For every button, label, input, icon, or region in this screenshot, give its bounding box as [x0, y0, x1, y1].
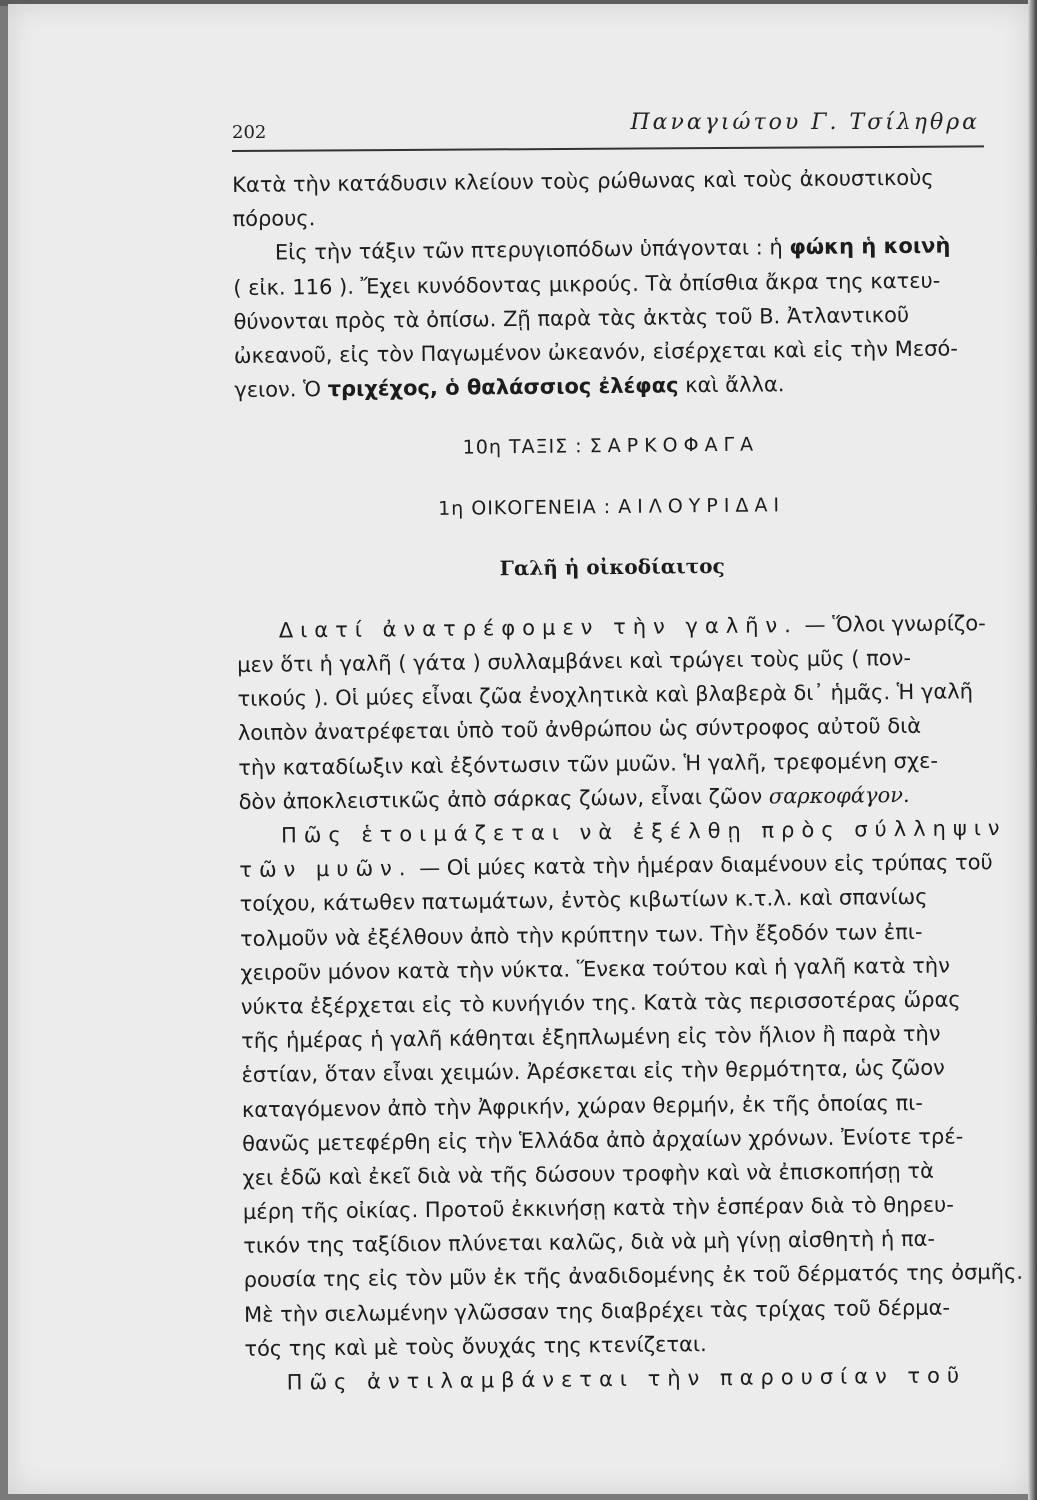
running-head: Παναγιώτου Γ. Τσίληθρα	[630, 110, 980, 135]
section3-heading: Πῶς ἀντιλαμβάνεται τὴν παρουσίαν τοῦ	[286, 1363, 967, 1395]
page-header	[232, 108, 984, 148]
section2-line-7: τῆς ἡμέρας ἡ γαλῆ κάθηται ἐξηπλωμένη εἰς τὸν ἥλιον ἢ παρὰ τὴν	[241, 1021, 941, 1054]
section1-line-5: τὴν καταδίωξιν καὶ ἐξόντωσιν τῶν μυῶν. Ἡ γαλῆ, τρεφομένη σχε-	[238, 748, 939, 780]
section2-line-5: χειροῦν μόνον κατὰ τὴν νύκτα. Ἕνεκα τούτου καὶ ἡ γαλῆ κατὰ τὴν	[240, 953, 951, 985]
intro-line-1: Κατὰ τὴν κατάδυσιν κλείουν τοὺς ρώθωνας καὶ τοὺς ἀκουστικοὺς	[232, 165, 934, 197]
section2-line-16: τός της καὶ μὲ τοὺς ὄνυχάς της κτενίζεται.	[244, 1331, 707, 1361]
section2-line-9: καταγόμενον ἀπὸ τὴν Ἀφρικήν, χώραν θερμήν, ἐκ τῆς ὁποίας πι-	[241, 1090, 923, 1122]
section2-line-12: μέρη τῆς οἰκίας. Προτοῦ ἐκκινήσῃ κατὰ τὴν ἑσπέραν διὰ τὸ θηρευ-	[242, 1192, 954, 1225]
section2-line-11: χει ἐδῶ καὶ ἐκεῖ διὰ νὰ τῆς δώσουν τροφὴν καὶ νὰ ἐπισκοπήσῃ τὰ	[242, 1158, 935, 1190]
section2-heading-end: τῶν μυῶν.	[239, 856, 413, 883]
section2-line-14: ρουσία της εἰς τὸν μῦν ἐκ τῆς ἀναδιδομένης ἐκ τοῦ δέρματός της ὀσμῆς.	[243, 1260, 1024, 1293]
page-body	[232, 160, 1024, 1400]
term-carnivore: σαρκοφάγον.	[768, 782, 910, 809]
intro-text: Εἰς τὴν τάξιν τῶν πτερυγιοπόδων ὑπάγονται : ἡ	[274, 235, 790, 265]
order-label: 10η ΤΑΞΙΣ :	[462, 435, 583, 459]
term-walrus: τριχέχος, ὁ θαλάσσιος ἐλέφας	[327, 373, 679, 402]
section2-line-6: νύκτα ἐξέρχεται εἰς τὸ κυνήγιόν της. Κατὰ τὰς περισσοτέρας ὥρας	[240, 987, 961, 1019]
section1-line-3: τικούς ). Οἱ μύες εἶναι ζῶα ἐνοχλητικὰ καὶ βλαβερὰ δι᾿ ἡμᾶς. Ἡ γαλῆ	[237, 679, 974, 712]
section2-line-4: τολμοῦν νὰ ἐξέλθουν ἀπὸ τὴν κρύπτην των. Τὴν ἔξοδόν των ἐπι-	[239, 919, 923, 951]
page-number: 202	[232, 122, 267, 143]
family-label: 1η ΟΙΚΟΓΕΝΕΙΑ :	[438, 495, 612, 520]
section1-heading: Διατί ἀνατρέφομεν τὴν γαλῆν.	[278, 612, 799, 643]
section2-line-8: ἑστίαν, ὅταν εἶναι χειμών. Ἀρέσκεται εἰς τὴν θερμότητα, ὡς ζῶον	[241, 1055, 945, 1088]
section1-text: δὸν ἀποκλειστικῶς ἀπὸ σάρκας ζώων, εἶναι ζῶον	[238, 784, 769, 814]
family-name: ΑΙΛΟΥΡΙΔΑΙ	[618, 493, 786, 518]
intro-line-2: πόρους.	[232, 206, 316, 232]
section2-text: — Οἱ μύες κατὰ τὴν ἡμέραν διαμένουν εἰς τρύπας τοῦ	[412, 850, 993, 881]
species-title: Γαλῆ ἡ οἰκοδίαιτος	[499, 553, 725, 580]
scan-right-edge	[1028, 0, 1037, 1500]
section2-line-3: τοίχου, κάτωθεν πατωμάτων, ἐντὸς κιβωτίων κ.τ.λ. καὶ σπανίως	[239, 885, 928, 917]
section2-line-15: Μὲ τὴν σιελωμένην γλῶσσαν της διαβρέχει τὰς τρίχας τοῦ δέρμα-	[243, 1295, 951, 1327]
section1-line-2: μεν ὅτι ἡ γαλῆ ( γάτα ) συλλαμβάνει καὶ τρώγει τοὺς μῦς ( πον-	[237, 645, 912, 678]
intro-line-5: θύνονται πρὸς τὰ ὀπίσω. Ζῇ παρὰ τὰς ἀκτὰς τοῦ Β. Ἀτλαντικοῦ	[233, 302, 910, 334]
term-seal: φώκη ἡ κοινὴ	[789, 233, 951, 260]
section2-line-10: θανῶς μετεφέρθη εἰς τὴν Ἑλλάδα ἀπὸ ἀρχαίων χρόνων. Ἐνίοτε τρέ-	[242, 1124, 964, 1156]
intro-text: καὶ ἄλλα.	[678, 372, 785, 398]
intro-line-4: ( εἰκ. 116 ). Ἔχει κυνόδοντας μικρούς. Τὰ ὀπίσθια ἄκρα της κατευ-	[233, 268, 941, 300]
section2-heading: Πῶς ἑτοιμάζεται νὰ ἐξέλθῃ πρὸς σύλληψιν	[280, 815, 1007, 848]
order-name: ΣΑΡΚΟΦΑΓΑ	[589, 433, 760, 458]
section1-line-4: λοιπὸν ἀνατρέφεται ὑπὸ τοῦ ἀνθρώπου ὡς σύντροφος αὐτοῦ διὰ	[237, 714, 922, 746]
intro-line-6: ὠκεανοῦ, εἰς τὸν Παγωμένον ὠκεανόν, εἰσέρχεται καὶ εἰς τὴν Μεσό-	[233, 336, 959, 368]
intro-text: γειον. Ὁ	[234, 377, 328, 403]
section2-line-13: τικόν της ταξίδιον πλύνεται καλῶς, διὰ νὰ μὴ γίνῃ αἰσθητὴ ἡ πα-	[243, 1226, 936, 1259]
section1-text: — Ὅλοι γνωρίζο-	[797, 611, 986, 637]
